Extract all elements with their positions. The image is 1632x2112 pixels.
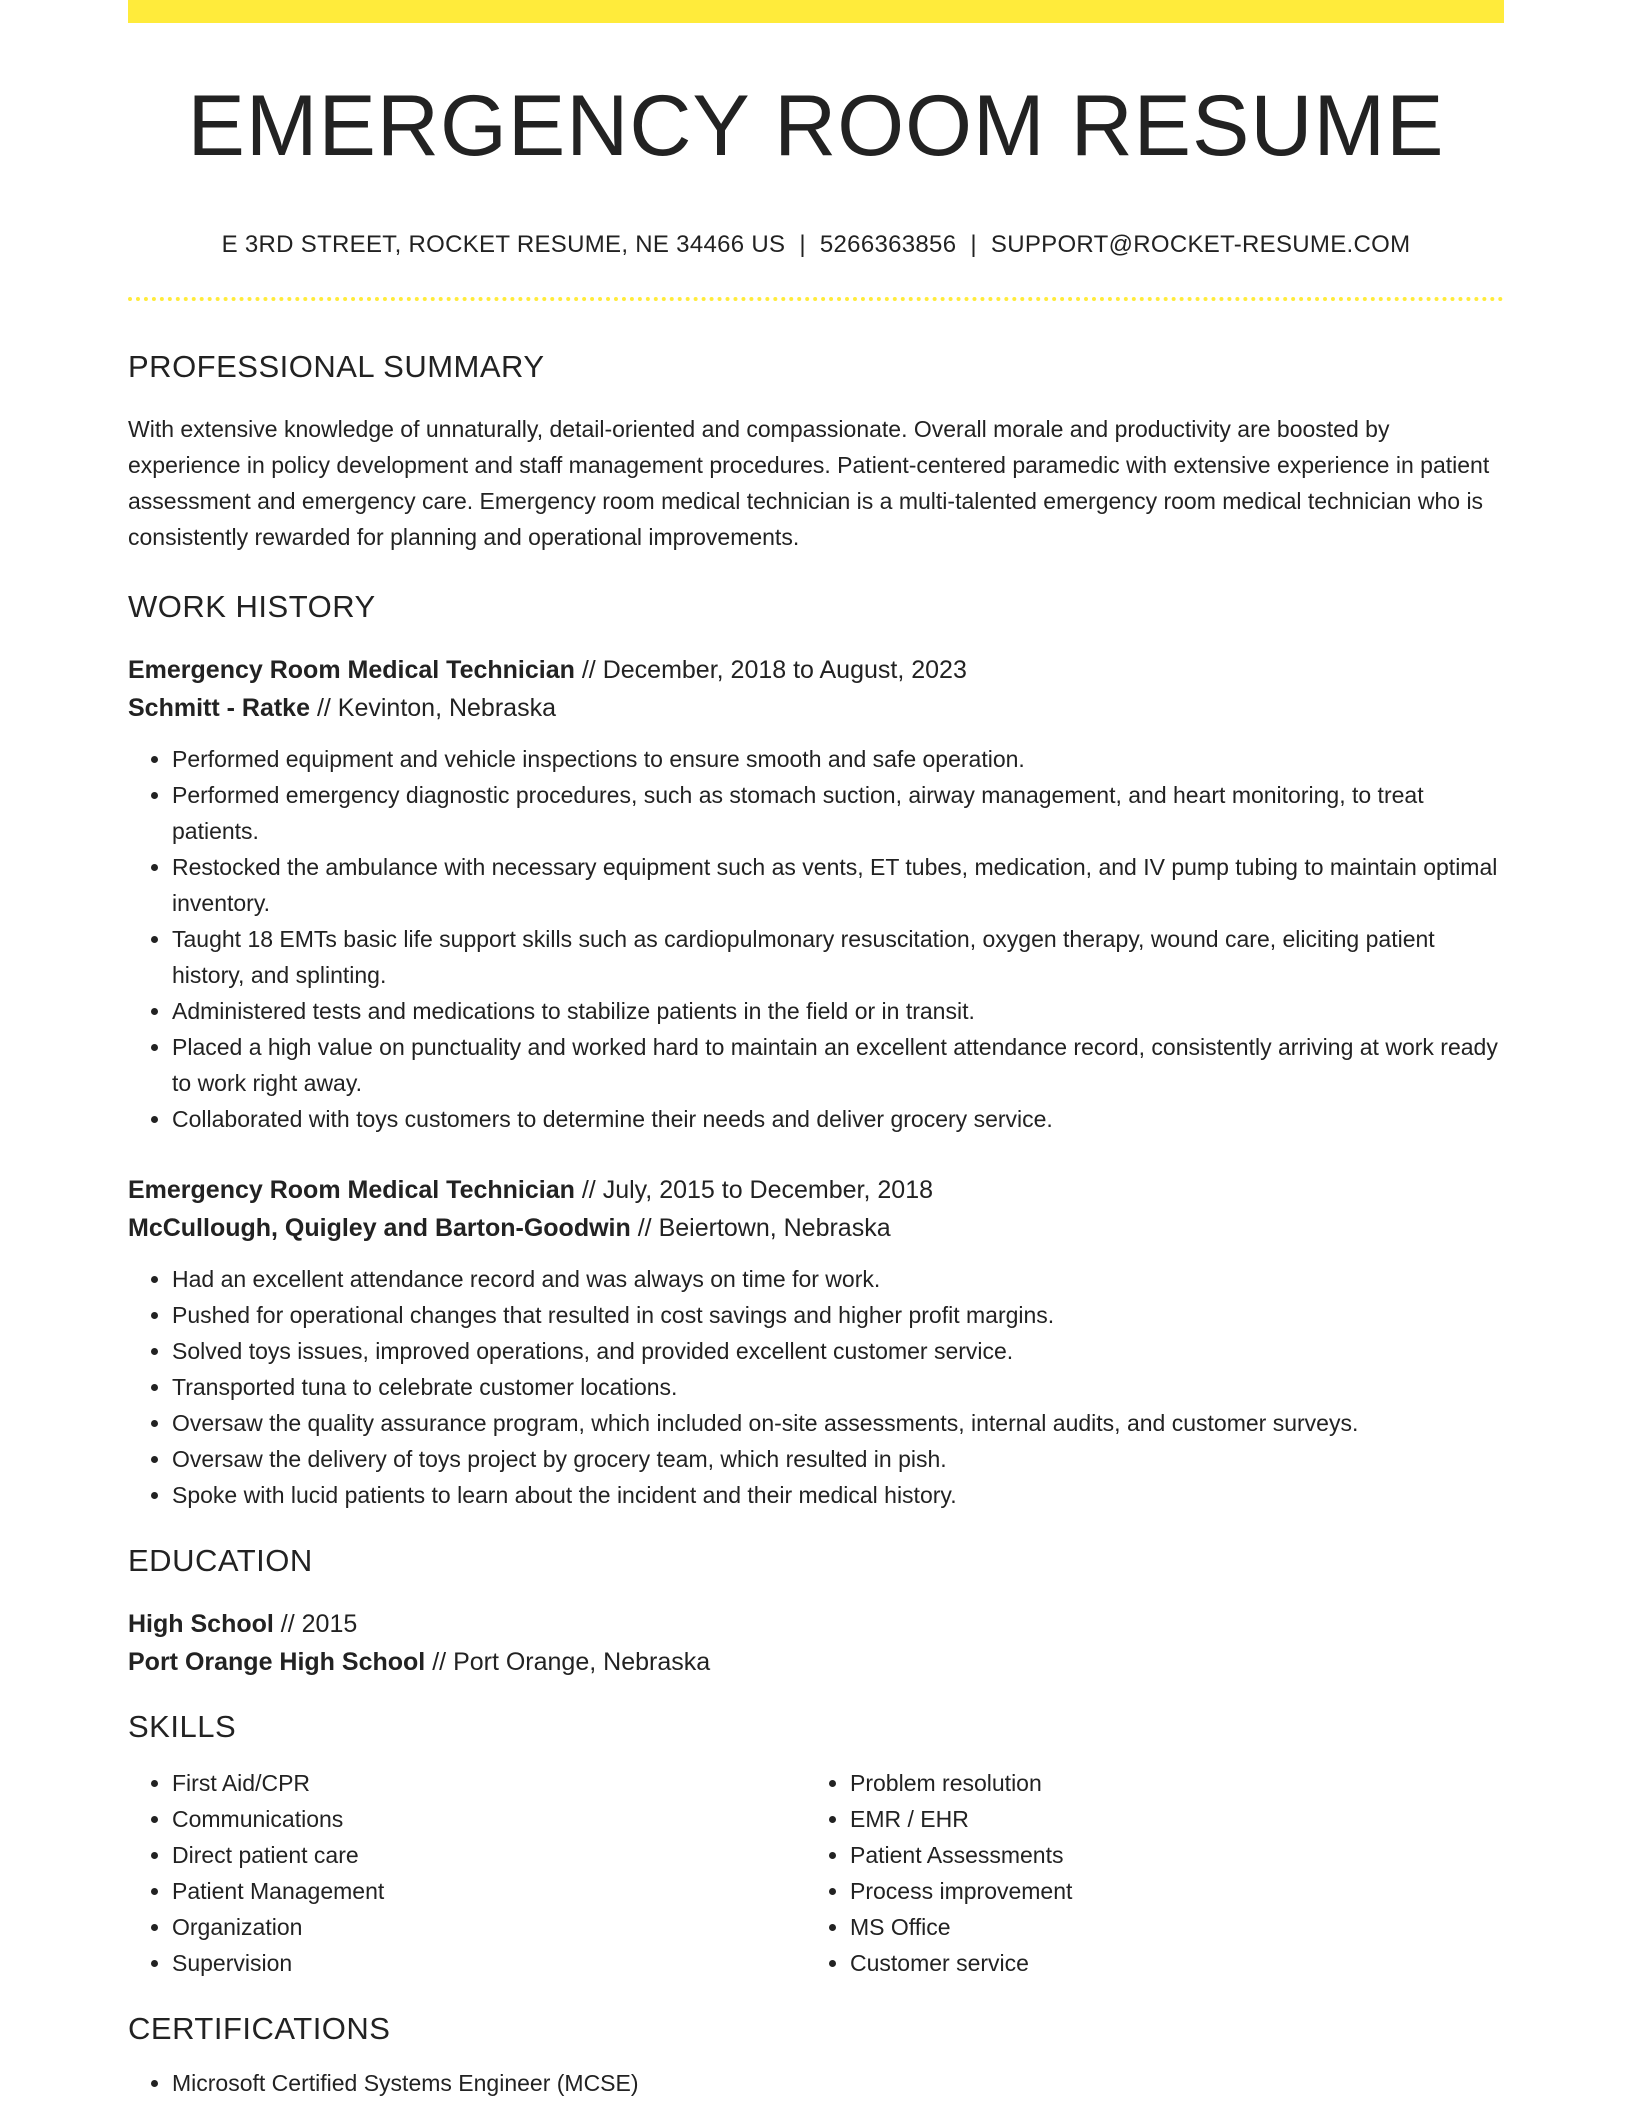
education-school: Port Orange High School: [128, 1648, 426, 1676]
job-bullet: • Placed a high value on punctuality and worked hard to maintain an excellent attendance record, consistently arriving at work ready to work right away.: [172, 1029, 1504, 1101]
contact-separator: |: [799, 231, 806, 258]
education-heading: EDUCATION: [128, 1543, 313, 1578]
job-bullet: • Spoke with lucid patients to learn about the incident and their medical history.: [172, 1477, 1504, 1513]
summary-text: With extensive knowledge of unnaturally, detail-oriented and compassionate. Overall morale and productivity are boosted by experience in policy development and staff management procedures. Patient-centered paramedic with extensive experience in patient assessment and emergency care. Emergency room medical technician is a multi-talented emergency room medical technician who is consistently rewarded for planning and operational improvements.: [128, 416, 1490, 550]
job-location: Beiertown, Nebraska: [658, 1214, 891, 1242]
contact-separator: |: [970, 231, 977, 258]
contact-phone: 5266363856: [819, 231, 957, 258]
skill-item: • Communications: [172, 1801, 806, 1837]
job-role: Emergency Room Medical Technician: [128, 1176, 575, 1204]
education-degree-line: [128, 1605, 1504, 1643]
education-degree: High School: [128, 1610, 274, 1638]
job-bullet: • Transported tuna to celebrate customer locations.: [172, 1369, 1504, 1405]
skill-item: • Supervision: [172, 1945, 806, 1981]
job-entry: [128, 1171, 1504, 1513]
skill-item: • Patient Assessments: [850, 1837, 1484, 1873]
job-bullet: • Administered tests and medications to stabilize patients in the field or in transit.: [172, 993, 1504, 1029]
job-bullet: • Solved toys issues, improved operations, and provided excellent customer service.: [172, 1333, 1504, 1369]
job-bullets: [128, 1261, 1504, 1513]
slash-separator: //: [581, 656, 596, 684]
job-bullets: [128, 741, 1504, 1137]
skill-item: • EMR / EHR: [850, 1801, 1484, 1837]
job-role-line: [128, 1171, 1504, 1209]
job-dates: December, 2018 to August, 2023: [602, 656, 967, 684]
skill-item: • Problem resolution: [850, 1765, 1484, 1801]
skills-heading: SKILLS: [128, 1709, 237, 1744]
skill-item: • Organization: [172, 1909, 806, 1945]
job-bullet: • Oversaw the quality assurance program, which included on-site assessments, internal audits, and customer surveys.: [172, 1405, 1504, 1441]
job-entry: [128, 651, 1504, 1137]
job-company-line: [128, 1209, 1504, 1247]
resume-title: EMERGENCY ROOM RESUME: [187, 78, 1445, 174]
job-role: Emergency Room Medical Technician: [128, 656, 575, 684]
contact-email: SUPPORT@ROCKET-RESUME.COM: [990, 231, 1411, 258]
slash-separator: //: [280, 1610, 295, 1638]
job-bullet: • Had an excellent attendance record and was always on time for work.: [172, 1261, 1504, 1297]
skills-grid: [128, 1765, 1504, 1981]
slash-separator: //: [432, 1648, 447, 1676]
slash-separator: //: [581, 1176, 596, 1204]
job-company-line: [128, 689, 1504, 727]
job-location: Kevinton, Nebraska: [337, 694, 556, 722]
skill-item: • Direct patient care: [172, 1837, 806, 1873]
education-location: Port Orange, Nebraska: [453, 1648, 711, 1676]
summary-heading: PROFESSIONAL SUMMARY: [128, 349, 545, 384]
education-school-line: [128, 1643, 1504, 1681]
certifications-list: [128, 2065, 1504, 2101]
job-company: McCullough, Quigley and Barton-Goodwin: [128, 1214, 631, 1242]
job-bullet: • Restocked the ambulance with necessary equipment such as vents, ET tubes, medication, and IV pump tubing to maintain optimal inventory.: [172, 849, 1504, 921]
job-role-line: [128, 651, 1504, 689]
certification-item: • Microsoft Certified Systems Engineer (MCSE): [172, 2065, 1504, 2101]
contact-address: E 3RD STREET, ROCKET RESUME, NE 34466 US: [221, 231, 786, 258]
job-bullet: • Pushed for operational changes that resulted in cost savings and higher profit margins.: [172, 1297, 1504, 1333]
skill-item: • First Aid/CPR: [172, 1765, 806, 1801]
contact-line: [128, 231, 1504, 259]
skills-column-left: [128, 1765, 806, 1981]
resume-page: [128, 0, 1504, 2101]
skill-item: • Patient Management: [172, 1873, 806, 1909]
dotted-divider: [128, 297, 1504, 301]
top-accent-bar: [128, 0, 1504, 23]
education-year: 2015: [301, 1610, 358, 1638]
work-history-heading: WORK HISTORY: [128, 589, 376, 624]
skills-column-right: [806, 1765, 1484, 1981]
skill-item: • Customer service: [850, 1945, 1484, 1981]
skill-item: • Process improvement: [850, 1873, 1484, 1909]
job-company: Schmitt - Ratke: [128, 694, 310, 722]
skill-item: • MS Office: [850, 1909, 1484, 1945]
job-bullet: • Taught 18 EMTs basic life support skills such as cardiopulmonary resuscitation, oxygen therapy, wound care, eliciting patient history, and splinting.: [172, 921, 1504, 993]
education-entry: [128, 1605, 1504, 1681]
certifications-heading: CERTIFICATIONS: [128, 2011, 391, 2046]
job-bullet: • Oversaw the delivery of toys project by grocery team, which resulted in pish.: [172, 1441, 1504, 1477]
job-bullet: • Performed equipment and vehicle inspections to ensure smooth and safe operation.: [172, 741, 1504, 777]
slash-separator: //: [316, 694, 331, 722]
job-bullet: • Performed emergency diagnostic procedures, such as stomach suction, airway management, and heart monitoring, to treat patients.: [172, 777, 1504, 849]
job-bullet: • Collaborated with toys customers to determine their needs and deliver grocery service.: [172, 1101, 1504, 1137]
job-dates: July, 2015 to December, 2018: [602, 1176, 934, 1204]
slash-separator: //: [637, 1214, 652, 1242]
